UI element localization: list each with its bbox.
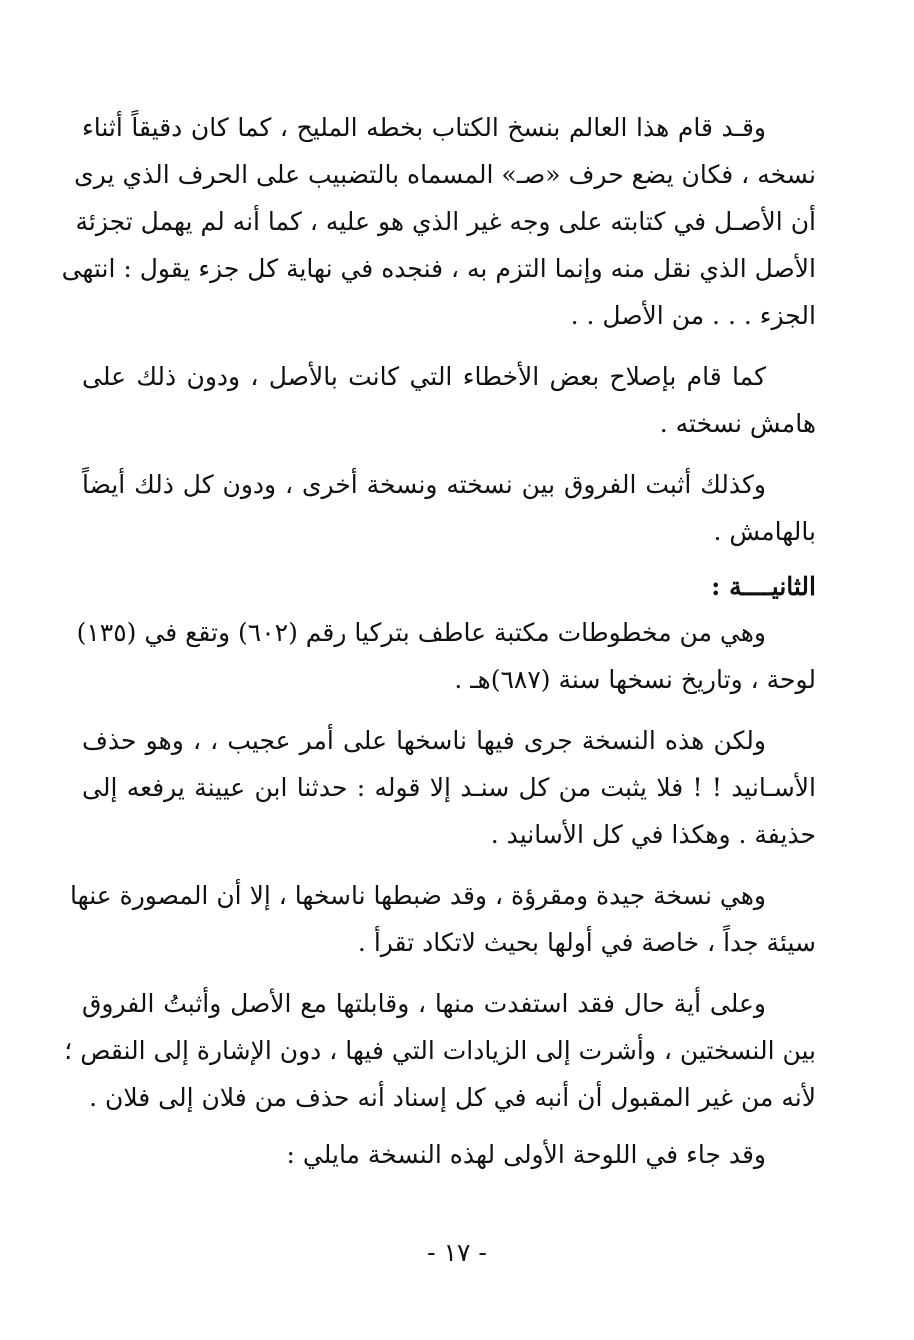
text-line: بالهامش .: [713, 517, 816, 546]
text-line: لوحة ، وتاريخ نسخها سنة (٦٨٧)هـ .: [454, 665, 816, 694]
paragraph-6: [70, 872, 816, 966]
paragraph-3: [82, 461, 816, 555]
text-line: الأسـانيد ! ! فلا يثبت من كل سنـد إلا قوله : حدثنا ابن عيينة يرفعه إلى: [82, 773, 816, 802]
paragraph-8: [82, 1131, 816, 1178]
text-line: وعلى أية حال فقد استفدت منها ، وقابلتها مع الأصل وأثبتُ الفروق: [82, 989, 766, 1018]
text-line: ولكن هذه النسخة جرى فيها ناسخها على أمر عجيب ، ، وهو حذف: [82, 726, 766, 755]
paragraph-1: [61, 104, 816, 339]
text-line: نسخه ، فكان يضع حرف «صـ» المسماه بالتضبيب على الحرف الذي يرى: [74, 160, 816, 189]
text-line: وكذلك أثبت الفروق بين نسخته ونسخة أخرى ، ودون كل ذلك أيضاً: [82, 470, 766, 499]
paragraph-5: [82, 717, 816, 858]
text-line: حذيفة . وهكذا في كل الأسانيد .: [490, 820, 816, 849]
text-line: أن الأصـل في كتابته على وجه غير الذي هو عليه ، كما أنه لم يهمل تجزئة: [75, 207, 816, 236]
page-number: - ١٧ -: [427, 1238, 487, 1267]
text-line: بين النسختين ، وأشرت إلى الزيادات التي فيها ، دون الإشارة إلى النقص ؛: [64, 1036, 816, 1065]
text-line: وهي من مخطوطات مكتبة عاطف بتركيا رقم (٦٠٢) وتقع في (١٣٥): [76, 618, 766, 647]
page-body: [61, 104, 816, 1178]
text-line: وقـد قام هذا العالم بنسخ الكتاب بخطه المليح ، كما كان دقيقاً أثناء: [82, 113, 766, 142]
text-line: كما قام بإصلاح بعض الأخطاء التي كانت بالأصل ، ودون ذلك على: [82, 362, 766, 391]
text-line: لأنه من غير المقبول أن أنبه في كل إسناد أنه حذف من فلان إلى فلان .: [89, 1083, 816, 1112]
text-line: الأصل الذي نقل منه وإنما التزم به ، فنجده في نهاية كل جزء يقول : انتهى: [61, 254, 816, 283]
text-line: وقد جاء في اللوحة الأولى لهذه النسخة مايلي :: [286, 1140, 766, 1169]
paragraph-4: [76, 609, 816, 703]
text-line: هامش نسخته .: [659, 409, 816, 438]
text-line: الجزء . . . من الأصل . .: [570, 301, 816, 330]
text-line: سيئة جداً ، خاصة في أولها بحيث لاتكاد تقرأ .: [357, 928, 816, 957]
text-line: وهي نسخة جيدة ومقرؤة ، وقد ضبطها ناسخها ، إلا أن المصورة عنها: [70, 881, 766, 910]
section-heading: الثانيــــة :: [711, 572, 816, 601]
paragraph-2: [82, 353, 816, 447]
paragraph-7: [64, 980, 816, 1121]
